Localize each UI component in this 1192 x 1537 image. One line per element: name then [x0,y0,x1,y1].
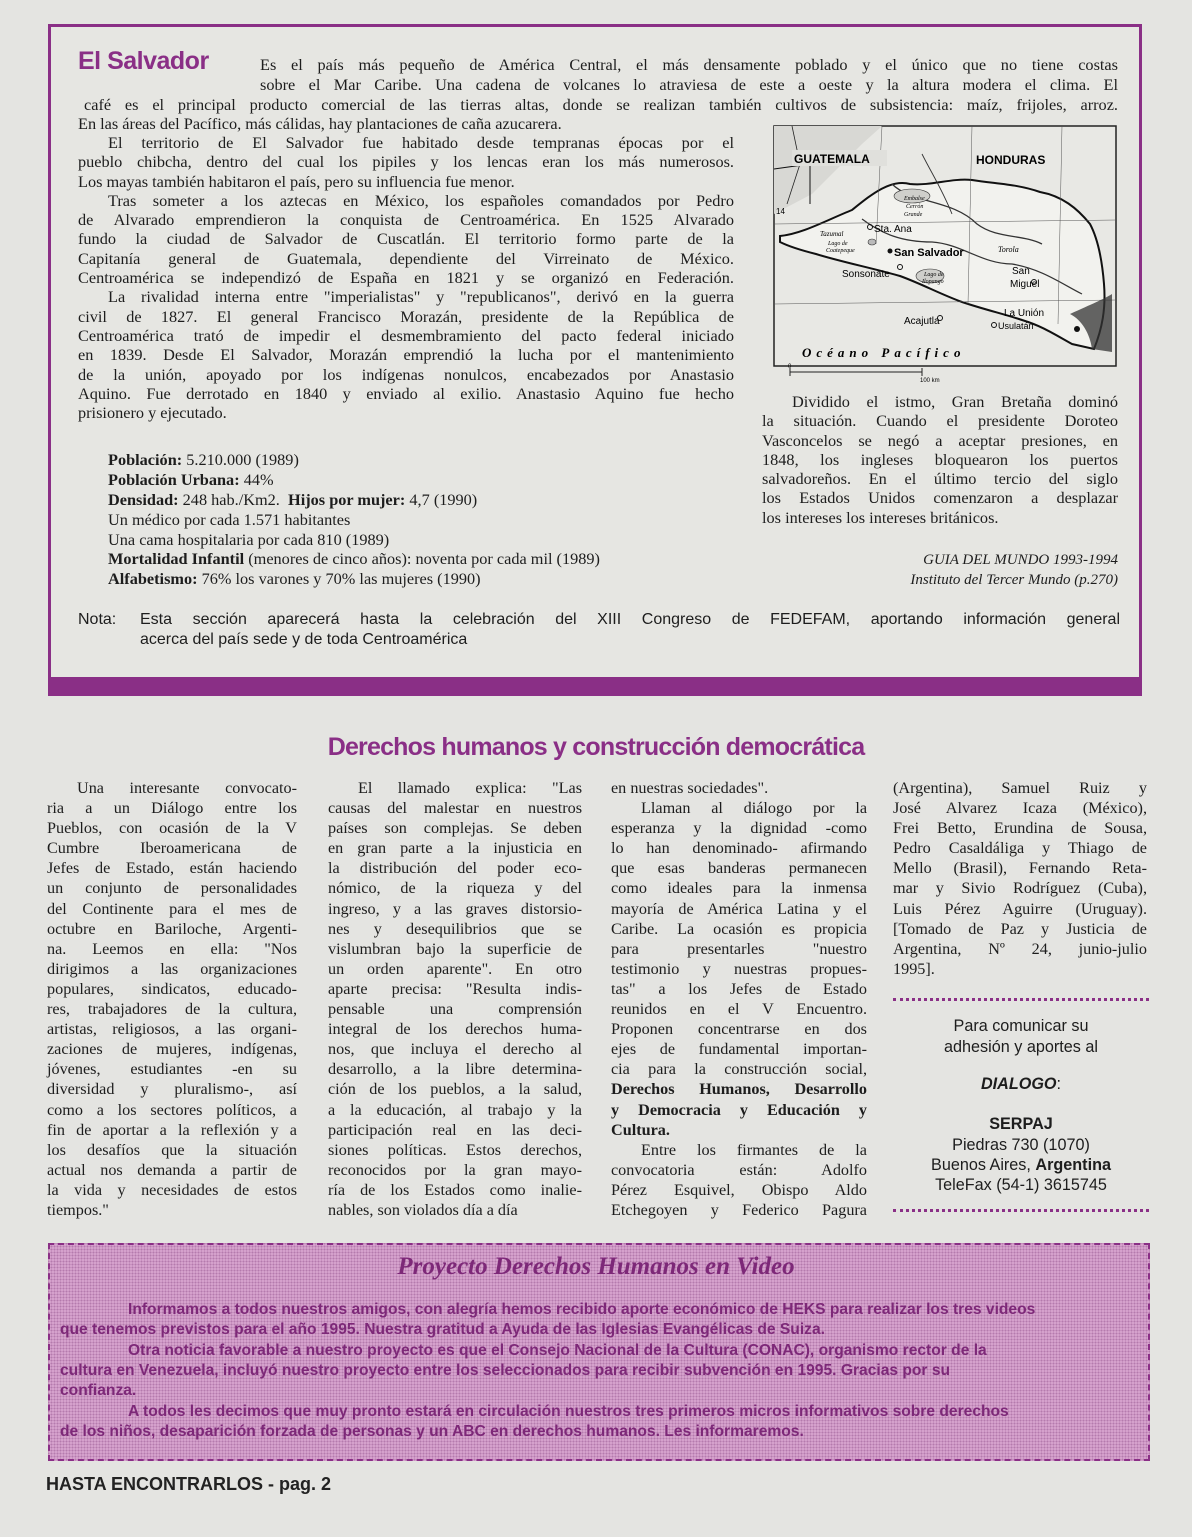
map-label-honduras: HONDURAS [976,153,1046,167]
article-column-1 [47,778,297,1220]
intro-line-1: Es el país más pequeño de América Central, el más densamente poblado y el único que no tiene costas [260,55,1118,74]
article-line: ingreso, y a las graves distorsio- [328,899,582,918]
britain-line: Dividido el istmo, Gran Bretaña dominó [792,392,1118,411]
article-line: [Tomado de Paz y Justicia de [893,919,1147,938]
history-line: pueblo chibcha, dentro del cual los pipiles y los lencas eran los más numerosos. [78,152,734,172]
britain-line: los Estados Unidos comenzaron a desplazar [762,488,1118,508]
contact-line-2: adhesión y aportes al [944,1038,1098,1056]
britain-line: Vasconcelos se negó a aceptar presiones, en [762,430,1118,450]
contact-phone: TeleFax (54-1) 3615745 [935,1176,1107,1194]
article-line: desarrollo, a la libre determina- [328,1060,582,1079]
article-line: los desafíos que la situación [47,1140,297,1159]
map-label-lago-ilopango-2: Ilopango [922,279,944,285]
video-line-4: cultura en Venezuela, incluyó nuestro proyecto entre los seleccionados para recibir subvención en 1995. Gracias por su [60,1362,951,1379]
el-salvador-map [772,124,1118,386]
article-line: nómico, de la riqueza y del [328,879,582,898]
contact-line-1: Para comunicar su [953,1017,1089,1035]
page-footer: HASTA ENCONTRARLOS - pag. 2 [46,1474,332,1494]
article-line: causas del malestar en nuestros [328,799,582,818]
article-line: fin de aportar a la reflexión y a [47,1120,297,1139]
article-line: la vida y necesidades de estos [47,1180,297,1199]
map-label-lago-coatepeque-2: Coatepeque [826,248,855,254]
article-line: Pérez Esquivel, Obispo Aldo [611,1180,867,1199]
article-line: ría de los Estados como inalie- [328,1180,582,1199]
stat-densidad: Densidad: 248 hab./Km2. Hijos por mujer: 4,7 (1990) [108,490,478,509]
history-column [78,133,734,422]
article-line: ción de los pueblos, a la salud, [328,1080,582,1099]
article-line: Argentina, Nº 24, junio-julio [893,939,1147,958]
section-title-el-salvador: El Salvador [78,47,209,75]
article-line: Jefes de Estado, están haciendo [47,859,297,878]
article-line: actual nos demanda a partir de [47,1160,297,1179]
article-line: zaciones de mujeres, indígenas, [47,1040,297,1059]
article-line: del Continente para el mes de [47,899,297,918]
box-shadow-bottom [48,680,1132,696]
history-line: El territorio de El Salvador fue habitado desde tempranas épocas por el [108,133,734,152]
article-line: Etchegoyen y Federico Pagura [611,1200,867,1219]
article-line: ejes de fundamental importan- [611,1040,867,1059]
article-line: artistas, religiosos, a las organi- [47,1020,297,1039]
video-line-5: confianza. [60,1382,137,1399]
article-line: Derechos Humanos, Desarrollo [611,1080,867,1099]
stat-urbana: Población Urbana: 44% [108,470,274,489]
map-label-sonsonate: Sonsonate [842,269,890,280]
britain-line: 1848, los ingleses bloquearon los puertos [762,449,1118,469]
history-line: civil de 1827. El general Francisco Morazán, presidente de la República de [78,306,734,326]
article-column-2 [328,778,582,1220]
map-label-tazumal: Tazumal [820,230,844,238]
article-line: octubre en Bariloche, Argenti- [47,919,297,938]
history-line: Los mayas también habitaron el país, pero su influencia fue menor. [78,171,515,191]
article-line: cia para la construcción social, [611,1060,867,1079]
contact-rule-bottom [893,1209,1149,1217]
article-line: mayoría de América Latina y el [611,899,867,918]
map-label-lago-coatepeque-1: Lago de [828,241,848,247]
article-line: Cumbre Iberoamericana de [47,839,297,858]
article-line: Cultura. [611,1120,670,1139]
history-line: Capitanía general de Guatemala, dependiente del Virreinato de México. [78,248,734,268]
article-line: ria a un Diálogo entre los [47,799,297,818]
article-line: Una interesante convocato- [77,779,297,797]
article-line: tas" a los Jefes de Estado [611,979,867,998]
article-line: nables, son violados día a día [328,1200,518,1219]
history-line: Centroamérica se independizó de España en 1821 y se organizó en Federación. [78,268,734,288]
article-line: integral de los derechos huma- [328,1020,582,1039]
intro-line-4: En las áreas del Pacífico, más cálidas, hay plantaciones de caña azucarera. [78,114,562,133]
history-line: Tras someter a los aztecas en México, los españoles comandados por Pedro [108,190,734,210]
video-line-7: de los niños, desaparición forzada de personas y un ABC en derechos humanos. Les informaremos. [60,1423,804,1440]
map-label-sta-ana: Sta. Ana [874,224,912,235]
article-line: Proponen concentrarse en dos [611,1020,867,1039]
stat-medico: Un médico por cada 1.571 habitantes [108,510,351,529]
map-label-guatemala: GUATEMALA [794,152,870,166]
article-line: a la educación, al trabajo y la [328,1100,582,1119]
map-scale-100: 100 km [920,378,940,384]
article-line: diversidad y pluralismo-, así [47,1080,297,1099]
map-label-san-salvador: San Salvador [894,247,964,259]
article-line: José Alvarez Icaza (México), [893,799,1147,818]
map-label-acajutla: Acajutla [904,316,940,327]
article-line: y Democracia y Educación y [611,1100,867,1119]
article-line: esperanza y la dignidad -como [611,819,867,838]
article-line: Llaman al diálogo por la [641,799,867,818]
article-line: un conjunto de personalidades [47,879,297,898]
article-line: lo han denominado- afirmando [611,839,867,858]
history-line: en 1839. Desde El Salvador, Morazán emprendió la lucha por el mantenimiento [78,345,734,365]
map-label-san: San [1012,266,1030,277]
map-label-grid: 14 [776,207,785,216]
article-line: para presentarles "nuestro [611,939,867,958]
article-line: participación real en las deci- [328,1120,582,1139]
source-instituto: Instituto del Tercer Mundo (p.270) [910,572,1118,588]
article-line: 1995]. [893,959,935,978]
contact-city: Buenos Aires, Argentina [931,1156,1111,1174]
history-line: de la unión, apoyado por los indígenas nonulcos, encabezados por Anastasio [78,364,734,384]
contact-dialogo: DIALOGO: [980,1075,1062,1093]
map-scale-0: 0 [788,364,792,370]
article-line: Luis Pérez Aguirre (Uruguay). [893,899,1147,918]
history-line: La rivalidad interna entre "imperialistas" y "republicanos", derivó en la guerra [108,287,734,307]
britain-line: la situación. Cuando el presidente Doroteo [762,411,1118,431]
article-line: nos, que incluya el derecho al [328,1040,582,1059]
video-line-6: A todos les decimos que muy pronto estará en circulación nuestros tres primeros micros informativos sobre derechos [128,1403,1009,1420]
nota-line-1: Esta sección aparecerá hasta la celebración del XIII Congreso de FEDEFAM, aportando información general [140,611,1120,628]
contact-address: Piedras 730 (1070) [952,1136,1090,1154]
map-label-miguel: Miguel [1010,279,1040,290]
history-line: Aquino. Fue derrotado en 1840 y enviado al exilio. Anastasio Aquino fue hecho [78,383,734,403]
history-line: prisionero y ejecutado. [78,403,227,423]
article-line: (Argentina), Samuel Ruiz y [893,779,1147,797]
intro-line-2: sobre el Mar Caribe. Una cadena de volcanes lo atraviesa de este a oeste y la altura modera el clima. El [260,75,1118,94]
article-line: Caribe. La ocasión es propicia [611,919,867,938]
video-line-3: Otra noticia favorable a nuestro proyecto es que el Consejo Nacional de la Cultura (CONAC), organismo rector de la [128,1342,987,1359]
britain-column [762,392,1118,527]
video-line-2: que tenemos previstos para el año 1995. Nuestra gratitud a Ayuda de las Iglesias Evangélicas de Suiza. [60,1321,825,1338]
article-line: mar y Sivio Rodríguez (Cuba), [893,879,1147,898]
article-line: reunidos en el V Encuentro. [611,1000,867,1019]
stat-alfabetismo: Alfabetismo: 76% los varones y 70% las mujeres (1990) [108,569,481,588]
britain-line: los intereses los intereses británicos. [762,507,999,527]
article-line: siones políticas. Estos derechos, [328,1140,582,1159]
nota-line-2: acerca del país sede y de toda Centroamérica [140,631,468,648]
article-line: en nuestras sociedades". [611,779,769,797]
article-column-4 [893,778,1147,979]
article-line: res, trabajadores de la cultura, [47,1000,297,1019]
contact-rule-top [893,998,1149,1006]
article-line: Pedro Casaldáliga y Thiago de [893,839,1147,858]
article-line: El llamado explica: "Las [358,779,582,797]
article-line: Mello (Brasil), Fernando Reta- [893,859,1147,878]
map-label-la-union: La Unión [1004,308,1045,319]
section-title-derechos: Derechos humanos y construcción democrática [327,733,865,761]
map-label-usulutan: Usulatán [998,321,1034,331]
map-label-cerron: Cerrón [906,204,924,210]
article-column-3 [611,778,867,1220]
stat-mortalidad: Mortalidad Infantil (menores de cinco años): noventa por cada mil (1989) [108,549,600,568]
article-line: Entre los firmantes de la [641,1140,867,1159]
article-line: en gran parte a la injusticia en [328,839,582,858]
article-line: un orden aparente". En otro [328,959,582,978]
map-label-embalse: Embalse [904,196,925,202]
article-line: nes y desequilibrios que se [328,919,582,938]
article-line: reconocidos por la gran mayo- [328,1160,582,1179]
article-line: países son complejas. Se deben [328,819,582,838]
video-project-title: Proyecto Derechos Humanos en Video [397,1253,795,1280]
britain-line: salvadoreños. En el último tercio del siglo [762,469,1118,489]
article-line: como a los sectores políticos, a [47,1100,297,1119]
map-label-torola: Torola [998,245,1019,254]
article-line: vislumbran bajo la superficie de [328,939,582,958]
intro-line-3: café es el principal producto comercial de las tierras altas, donde se realizan también cultivos de subsistencia: maíz, frijoles, arroz. [84,95,1118,114]
article-line: aparte precisa: "Resulta indis- [328,979,582,998]
article-line: Frei Betto, Erundina de Sousa, [893,819,1147,838]
stat-poblacion: Población: 5.210.000 (1989) [108,450,299,469]
stat-cama: Una cama hospitalaria por cada 810 (1989) [108,530,390,549]
article-line: la distribución del poder eco- [328,859,582,878]
history-line: Centroamérica trató de impedir el desmembramiento del pacto federal iniciado [78,325,734,345]
map-label-oceano: Océano Pacífico [802,345,966,360]
source-guia: GUIA DEL MUNDO 1993-1994 [923,552,1118,568]
history-line: de Alvarado emprendieron la conquista de Centroamérica. En 1525 Alvarado [78,210,734,230]
article-line: como ideales para la inmensa [611,879,867,898]
article-line: jóvenes, estudiantes -en su [47,1060,297,1079]
map-label-lago-ilopango-1: Lago de [924,272,944,278]
article-line: pensable una comprensión [328,1000,582,1019]
article-line: tiempos." [47,1200,109,1219]
article-line: testimonio y nuestras propues- [611,959,867,978]
video-line-1: Informamos a todos nuestros amigos, con alegría hemos recibido aporte económico de HEKS para realizar los tres videos [128,1301,1036,1318]
article-line: dirigimos a las organizaciones [47,959,297,978]
article-line: Pueblos, con ocasión de la V [47,819,297,838]
article-line: convocatoria están: Adolfo [611,1160,867,1179]
history-line: fundo la ciudad de Salvador de Cuscatlán. El territorio formo parte de la [78,229,734,249]
article-line: que esas banderas permanecen [611,859,867,878]
article-line: populares, sindicatos, educado- [47,979,297,998]
map-label-grande: Grande [904,212,923,218]
contact-org: SERPAJ [989,1115,1053,1133]
nota-label: Nota: [78,611,117,628]
article-line: na. Leemos en ella: "Nos [47,939,297,958]
